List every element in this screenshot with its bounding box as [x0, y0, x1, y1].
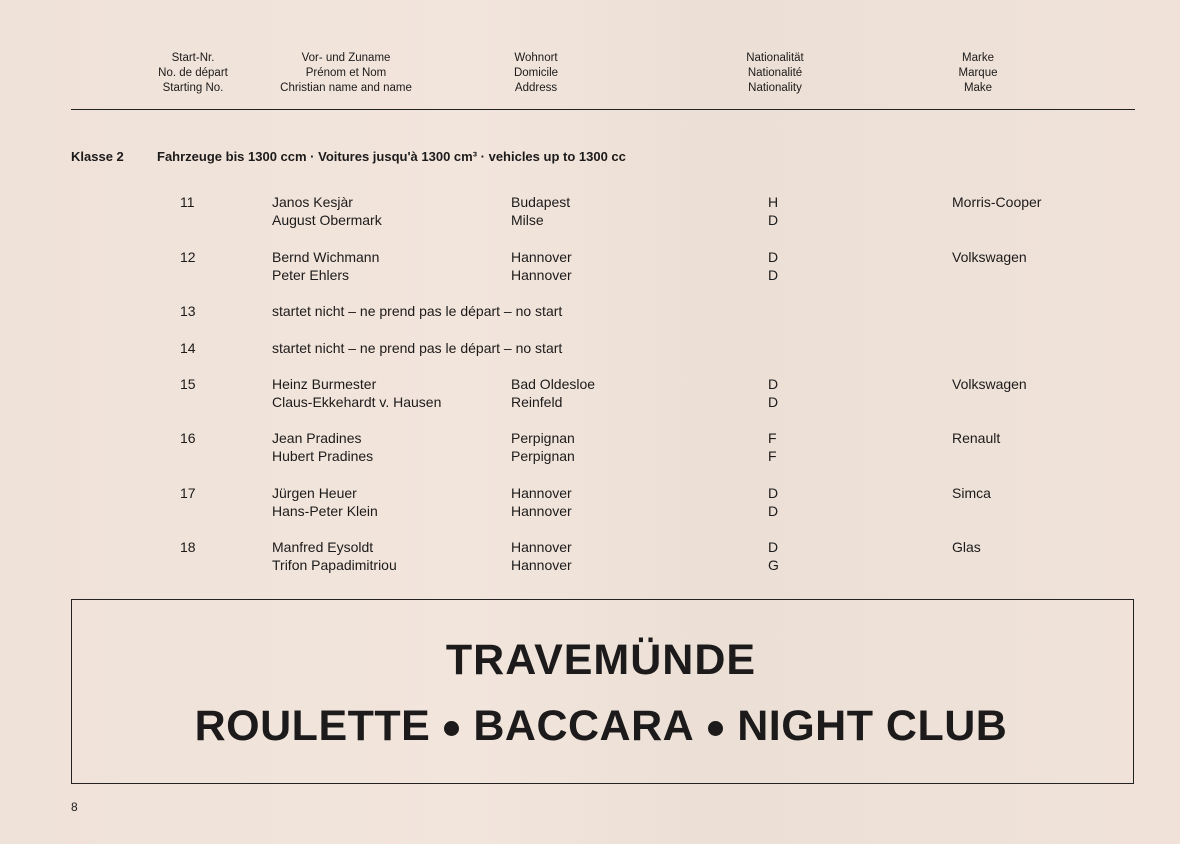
ad-headline: TRAVEMÜNDE [445, 636, 757, 684]
header-text: Address [514, 82, 558, 94]
page-number: 8 [71, 800, 78, 814]
address: Budapest [511, 194, 571, 210]
address: Milse [511, 212, 544, 228]
nationality: D [768, 539, 779, 555]
driver-name: Jürgen Heuer [272, 485, 357, 501]
nationalities [768, 429, 777, 465]
driver-names [272, 429, 373, 465]
driver-name: August Obermark [272, 212, 382, 228]
driver-names [272, 193, 382, 229]
nationalities [768, 248, 778, 284]
ad-item: ROULETTE [194, 702, 431, 750]
nationalities [768, 375, 778, 411]
address: Hannover [511, 267, 572, 283]
header-text: Make [963, 82, 993, 94]
bullet-dot-icon [444, 721, 459, 736]
driver-names [272, 248, 379, 284]
header-text: Start-Nr. [171, 52, 215, 64]
header-text: Domicile [513, 67, 559, 79]
nationality: D [768, 267, 779, 283]
ad-item: BACCARA [473, 702, 695, 750]
nationality: D [768, 485, 779, 501]
header-text: Nationalité [747, 67, 803, 79]
addresses [511, 538, 572, 574]
address: Reinfeld [511, 394, 563, 410]
address: Hannover [511, 503, 572, 519]
driver-name: Hubert Pradines [272, 448, 374, 464]
header-divider [71, 109, 1135, 110]
car-make: Morris-Cooper [952, 194, 1042, 210]
header-text: Christian name and name [280, 82, 412, 94]
header-text: Starting No. [162, 82, 224, 94]
header-text: Wohnort [514, 52, 558, 64]
car-make: Glas [952, 539, 981, 555]
address: Hannover [511, 557, 572, 573]
start-number: 12 [180, 249, 196, 265]
header-text: Marke [962, 52, 994, 64]
nationality: F [768, 448, 777, 464]
nationality: D [768, 212, 779, 228]
class-heading [71, 149, 626, 164]
header-name [266, 51, 426, 96]
bullet-dot-icon [708, 721, 723, 736]
nationalities [768, 484, 778, 520]
driver-name: Trifon Papadimitriou [272, 557, 397, 573]
nationality: D [768, 503, 779, 519]
addresses [511, 248, 572, 284]
address: Bad Oldesloe [511, 376, 596, 392]
class-label: Klasse 2 [71, 149, 124, 164]
ad-item: NIGHT CLUB [737, 702, 1008, 750]
header-text: Vor- und Zuname [301, 52, 391, 64]
no-start-note: startet nicht – ne prend pas le départ – no start [272, 303, 563, 319]
nationalities [768, 538, 779, 574]
car-make: Volkswagen [952, 249, 1027, 265]
nationality: G [768, 557, 779, 573]
no-start-note: startet nicht – ne prend pas le départ – no start [272, 340, 563, 356]
address: Perpignan [511, 448, 575, 464]
driver-name: Hans-Peter Klein [272, 503, 378, 519]
address: Hannover [511, 539, 572, 555]
driver-names [272, 484, 378, 520]
address: Hannover [511, 249, 572, 265]
ad-tagline [0, 702, 1180, 751]
addresses [511, 484, 572, 520]
start-number: 15 [180, 376, 196, 392]
driver-name: Jean Pradines [272, 430, 362, 446]
nationality: H [768, 194, 779, 210]
start-number: 13 [180, 303, 196, 319]
car-make: Renault [952, 430, 1001, 446]
start-number: 14 [180, 340, 196, 356]
header-text: Nationalität [746, 52, 804, 64]
addresses [511, 429, 575, 465]
header-text: No. de départ [158, 67, 228, 79]
car-make: Simca [952, 485, 991, 501]
start-number: 11 [180, 194, 195, 210]
advertisement-box [71, 599, 1134, 784]
driver-name: Peter Ehlers [272, 267, 350, 283]
driver-name: Janos Kesjàr [272, 194, 353, 210]
driver-name: Manfred Eysoldt [272, 539, 374, 555]
nationality: D [768, 394, 779, 410]
header-address [486, 51, 586, 96]
start-number: 16 [180, 430, 196, 446]
header-text: Prénom et Nom [305, 67, 387, 79]
start-number: 17 [180, 485, 196, 501]
header-make [938, 51, 1018, 96]
nationality: D [768, 376, 779, 392]
header-nationality [725, 51, 825, 96]
address: Perpignan [511, 430, 575, 446]
driver-names [272, 375, 441, 411]
class-description: Fahrzeuge bis 1300 ccm · Voitures jusqu'à 1300 cm³ · vehicles up to 1300 cc [157, 149, 626, 164]
driver-name: Claus-Ekkehardt v. Hausen [272, 394, 442, 410]
driver-names [272, 538, 397, 574]
nationality: D [768, 249, 779, 265]
header-text: Nationality [748, 82, 802, 94]
start-number: 18 [180, 539, 196, 555]
driver-name: Bernd Wichmann [272, 249, 380, 265]
nationalities [768, 193, 778, 229]
car-make: Volkswagen [952, 376, 1027, 392]
addresses [511, 193, 570, 229]
address: Hannover [511, 485, 572, 501]
addresses [511, 375, 595, 411]
driver-name: Heinz Burmester [272, 376, 377, 392]
header-start-nr [140, 51, 246, 96]
nationality: F [768, 430, 777, 446]
header-text: Marque [958, 67, 998, 79]
